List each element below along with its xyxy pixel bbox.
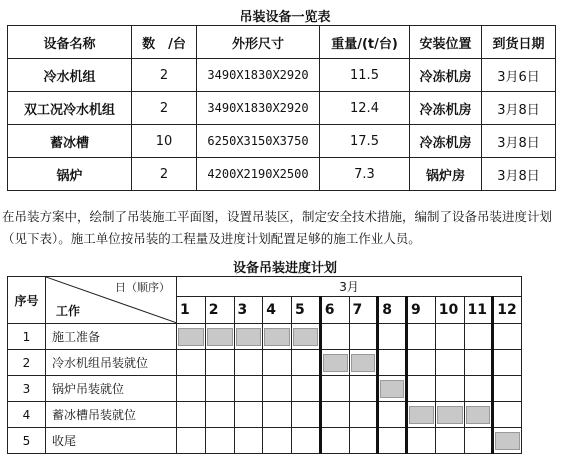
equipment-cell: 双工况冷水机组 bbox=[8, 92, 132, 125]
diag-top-label: 日（顺序） bbox=[115, 281, 170, 294]
schedule-bar bbox=[178, 328, 204, 346]
schedule-cell bbox=[407, 376, 436, 402]
schedule-cell bbox=[378, 324, 407, 350]
equipment-row bbox=[8, 125, 556, 158]
schedule-bar bbox=[207, 328, 233, 346]
equipment-cell: 6250X3150X3750 bbox=[197, 125, 320, 158]
equipment-cell: 3490X1830X2920 bbox=[197, 92, 320, 125]
schedule-cell bbox=[205, 350, 234, 376]
equipment-cell: 2 bbox=[132, 92, 197, 125]
schedule-cell bbox=[493, 350, 522, 376]
schedule-bar bbox=[293, 328, 318, 346]
schedule-title: 设备吊装进度计划 bbox=[232, 261, 337, 276]
day-header-cell: 11 bbox=[464, 297, 493, 324]
schedule-cell bbox=[435, 428, 464, 454]
schedule-cell bbox=[177, 376, 206, 402]
task-name: 蓄冰槽吊装就位 bbox=[46, 402, 177, 428]
schedule-cell bbox=[407, 428, 436, 454]
schedule-cell bbox=[493, 428, 522, 454]
schedule-header-row bbox=[8, 277, 522, 297]
schedule-bar bbox=[323, 354, 348, 372]
diag-bottom-label: 工作 bbox=[56, 304, 81, 318]
task-name: 施工准备 bbox=[46, 324, 177, 350]
schedule-cell bbox=[435, 324, 464, 350]
schedule-cell bbox=[349, 428, 378, 454]
schedule-cell bbox=[234, 428, 263, 454]
task-seq: 3 bbox=[8, 376, 46, 402]
schedule-bar bbox=[264, 328, 290, 346]
schedule-cell bbox=[292, 402, 321, 428]
schedule-cell bbox=[464, 350, 493, 376]
schedule-cell bbox=[263, 428, 292, 454]
equipment-cell: 2 bbox=[132, 59, 197, 92]
schedule-cell bbox=[177, 324, 206, 350]
diagonal-header bbox=[46, 277, 177, 324]
schedule-cell bbox=[464, 376, 493, 402]
equipment-cell: 10 bbox=[132, 125, 197, 158]
schedule-cell bbox=[177, 350, 206, 376]
schedule-bar bbox=[409, 406, 434, 424]
schedule-cell bbox=[435, 402, 464, 428]
day-header-cell: 12 bbox=[493, 297, 522, 324]
equipment-cell: 3月8日 bbox=[482, 125, 556, 158]
equipment-header-cell: 到货日期 bbox=[482, 26, 556, 59]
schedule-row bbox=[8, 376, 522, 402]
schedule-row bbox=[8, 402, 522, 428]
schedule-cell bbox=[464, 428, 493, 454]
equipment-header-cell: 安装位置 bbox=[410, 26, 482, 59]
equipment-header-cell: 重量/(t/台) bbox=[320, 26, 410, 59]
equipment-table bbox=[7, 25, 556, 191]
schedule-cell bbox=[464, 402, 493, 428]
schedule-cell bbox=[263, 402, 292, 428]
schedule-cell bbox=[378, 350, 407, 376]
equipment-cell: 4200X2190X2500 bbox=[197, 158, 320, 191]
schedule-cell bbox=[435, 376, 464, 402]
schedule-cell bbox=[320, 350, 349, 376]
day-header-cell: 3 bbox=[234, 297, 263, 324]
month-header: 3月 bbox=[177, 277, 522, 297]
schedule-cell bbox=[407, 350, 436, 376]
schedule-cell bbox=[234, 324, 263, 350]
task-name: 收尾 bbox=[46, 428, 177, 454]
schedule-bar bbox=[351, 354, 376, 372]
schedule-cell bbox=[349, 376, 378, 402]
day-header-cell: 10 bbox=[435, 297, 464, 324]
equipment-row bbox=[8, 59, 556, 92]
schedule-cell bbox=[234, 376, 263, 402]
schedule-cell bbox=[177, 402, 206, 428]
day-header-cell: 6 bbox=[320, 297, 349, 324]
equipment-header-cell: 设备名称 bbox=[8, 26, 132, 59]
task-seq: 2 bbox=[8, 350, 46, 376]
schedule-row bbox=[8, 324, 522, 350]
schedule-bar bbox=[380, 380, 404, 398]
schedule-cell bbox=[320, 324, 349, 350]
equipment-cell: 3月6日 bbox=[482, 59, 556, 92]
task-seq: 4 bbox=[8, 402, 46, 428]
schedule-cell bbox=[349, 402, 378, 428]
schedule-cell bbox=[464, 324, 493, 350]
equipment-cell: 3月8日 bbox=[482, 92, 556, 125]
schedule-cell bbox=[205, 428, 234, 454]
day-header-cell: 8 bbox=[378, 297, 407, 324]
equipment-row bbox=[8, 92, 556, 125]
equipment-header-cell: 数 /台 bbox=[132, 26, 197, 59]
day-header-cell: 2 bbox=[205, 297, 234, 324]
equipment-header-row bbox=[8, 26, 556, 59]
schedule-cell bbox=[493, 376, 522, 402]
schedule-bar bbox=[466, 406, 491, 424]
schedule-bar bbox=[495, 432, 520, 450]
schedule-cell bbox=[205, 402, 234, 428]
schedule-cell bbox=[320, 402, 349, 428]
day-header-cell: 4 bbox=[263, 297, 292, 324]
schedule-row bbox=[8, 428, 522, 454]
schedule-cell bbox=[407, 402, 436, 428]
day-header-cell: 5 bbox=[292, 297, 321, 324]
schedule-table bbox=[7, 276, 522, 454]
equipment-cell: 12.4 bbox=[320, 92, 410, 125]
schedule-cell bbox=[493, 324, 522, 350]
equipment-row bbox=[8, 158, 556, 191]
equipment-cell: 17.5 bbox=[320, 125, 410, 158]
schedule-cell bbox=[378, 376, 407, 402]
schedule-cell bbox=[205, 376, 234, 402]
schedule-cell bbox=[493, 402, 522, 428]
equipment-cell: 冷冻机房 bbox=[410, 59, 482, 92]
task-name: 冷水机组吊装就位 bbox=[46, 350, 177, 376]
schedule-cell bbox=[378, 402, 407, 428]
schedule-cell bbox=[205, 324, 234, 350]
description-paragraph: 在吊装方案中，绘制了吊装施工平面图，设置吊装区，制定安全技术措施，编制了设备吊装进度计划（见下表）。施工单位按吊装的工程量及进度计划配置足够的施工作业人员。 bbox=[2, 209, 553, 246]
task-name: 锅炉吊装就位 bbox=[46, 376, 177, 402]
equipment-cell: 7.3 bbox=[320, 158, 410, 191]
schedule-cell bbox=[234, 350, 263, 376]
equipment-cell: 冷水机组 bbox=[8, 59, 132, 92]
day-header-cell: 9 bbox=[407, 297, 436, 324]
schedule-cell bbox=[263, 376, 292, 402]
schedule-cell bbox=[292, 428, 321, 454]
schedule-cell bbox=[292, 324, 321, 350]
seq-header: 序号 bbox=[8, 277, 46, 324]
schedule-cell bbox=[292, 376, 321, 402]
day-header-cell: 7 bbox=[349, 297, 378, 324]
equipment-cell: 蓄冰槽 bbox=[8, 125, 132, 158]
schedule-cell bbox=[349, 324, 378, 350]
schedule-cell bbox=[177, 428, 206, 454]
equipment-cell: 2 bbox=[132, 158, 197, 191]
schedule-bar bbox=[236, 328, 262, 346]
equipment-cell: 锅炉 bbox=[8, 158, 132, 191]
schedule-cell bbox=[407, 324, 436, 350]
schedule-cell bbox=[378, 428, 407, 454]
schedule-row bbox=[8, 350, 522, 376]
equipment-cell: 冷冻机房 bbox=[410, 92, 482, 125]
equipment-cell: 3490X1830X2920 bbox=[197, 59, 320, 92]
equipment-table-title: 吊装设备一览表 bbox=[239, 10, 331, 25]
equipment-cell: 3月8日 bbox=[482, 158, 556, 191]
schedule-cell bbox=[234, 402, 263, 428]
schedule-cell bbox=[263, 350, 292, 376]
equipment-cell: 11.5 bbox=[320, 59, 410, 92]
schedule-cell bbox=[320, 428, 349, 454]
schedule-cell bbox=[292, 350, 321, 376]
day-header-cell: 1 bbox=[177, 297, 206, 324]
task-seq: 5 bbox=[8, 428, 46, 454]
task-seq: 1 bbox=[8, 324, 46, 350]
equipment-header-cell: 外形尺寸 bbox=[197, 26, 320, 59]
schedule-cell bbox=[320, 376, 349, 402]
equipment-cell: 锅炉房 bbox=[410, 158, 482, 191]
schedule-cell bbox=[435, 350, 464, 376]
equipment-cell: 冷冻机房 bbox=[410, 125, 482, 158]
schedule-bar bbox=[437, 406, 463, 424]
schedule-cell bbox=[349, 350, 378, 376]
schedule-cell bbox=[263, 324, 292, 350]
